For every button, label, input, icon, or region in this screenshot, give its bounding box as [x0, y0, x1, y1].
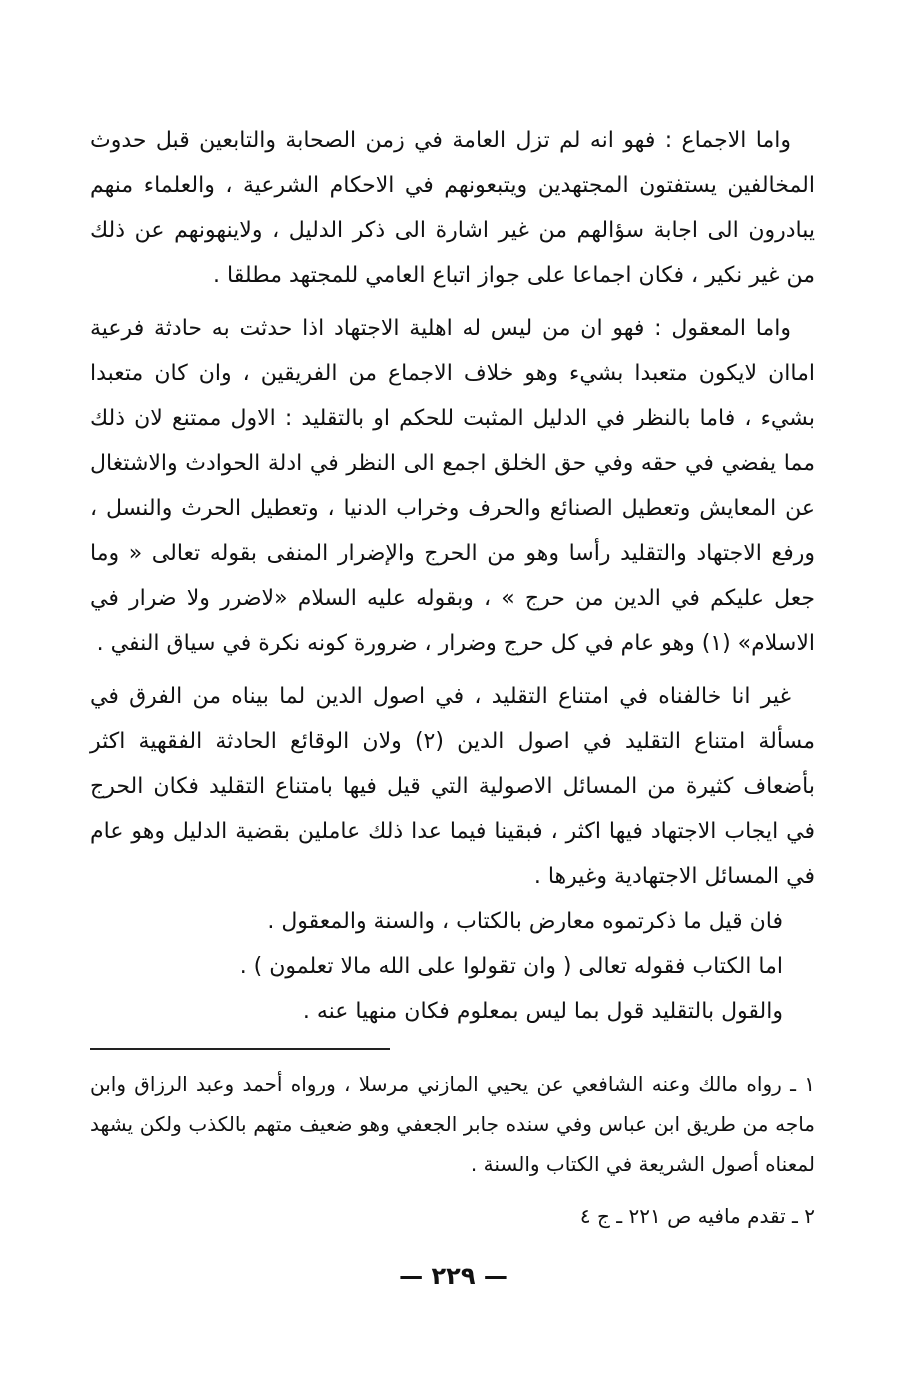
footnote-1: ١ ـ رواه مالك وعنه الشافعي عن يحيي المازني مرسلا ، ورواه أحمد وعبد الرزاق وابن ماجه من طريق ابن عباس وفي سنده جابر الجعفي وهو ضعيف متهم بالكذب ولكن يشهد لمعناه أصول الشريعة في الكتاب والسنة .	[90, 1072, 815, 1176]
paragraph-exception: غير انا خالفناه في امتناع التقليد ، في اصول الدين لما بيناه من الفرق في مسألة امتناع التقليد في اصول الدين (٢) ولان الوقائع الحادثة الفقهية اكثر بأضعاف كثيرة من المسائل الاصولية التي قيل فيها بامتناع التقليد فكان الحرج في ايجاب الاجتهاد فيها اكثر ، فبقينا فيما عدا ذلك عاملين بقضية الدليل وهو عام في المسائل الاجتهادية وغيرها .	[90, 684, 815, 889]
paragraph-consensus: واما الاجماع : فهو انه لم تزل العامة في زمن الصحابة والتابعين قبل حدوث المخالفين يستفتون المجتهدين ويتبعونهم في الاحكام الشرعية ، والعلماء منهم يبادرون الى اجابة سؤالهم من غير اشارة الى ذكر الدليل ، ولاينهونهم عن ذلك من غير نكير ، فكان اجماعا على جواز اتباع العامي للمجتهد مطلقا .	[90, 128, 815, 288]
paragraph-quran: اما الكتاب فقوله تعالى ( وان تقولوا على الله مالا تعلمون ) .	[239, 954, 783, 979]
paragraph-objection: فان قيل ما ذكرتموه معارض بالكتاب ، والسنة والمعقول .	[267, 909, 783, 934]
page-number: — ٢٢٩ —	[399, 1262, 508, 1290]
footnote-2: ٢ ـ تقدم مافيه ص ٢٢١ ـ ج ٤	[579, 1204, 815, 1228]
paragraph-taqlid: والقول بالتقليد قول بما ليس بمعلوم فكان منهيا عنه .	[302, 999, 783, 1024]
paragraph-reason: واما المعقول : فهو ان من ليس له اهلية الاجتهاد اذا حدثت به حادثة فرعية اماان لايكون متعبدا بشيء وهو خلاف الاجماع من الفريقين ، وان كان متعبدا بشيء ، فاما بالنظر في الدليل المثبت للحكم او بالتقليد : الاول ممتنع لان ذلك مما يفضي في حقه وفي حق الخلق اجمع الى النظر في ادلة الحوادث والاشتغال عن المعايش وتعطيل الصنائع والحرف وخراب الدنيا ، وتعطيل الحرث والنسل ، ورفع الاجتهاد والتقليد رأسا وهو من الحرج والإضرار المنفى بقوله تعالى « وما جعل عليكم في الدين من حرج » ، وبقوله عليه السلام «لاضرر ولا ضرار في الاسلام» (١) وهو عام في كل حرج وضرار ، ضرورة كونه نكرة في سياق النفي .	[90, 316, 815, 656]
footnote-divider	[90, 1048, 390, 1050]
